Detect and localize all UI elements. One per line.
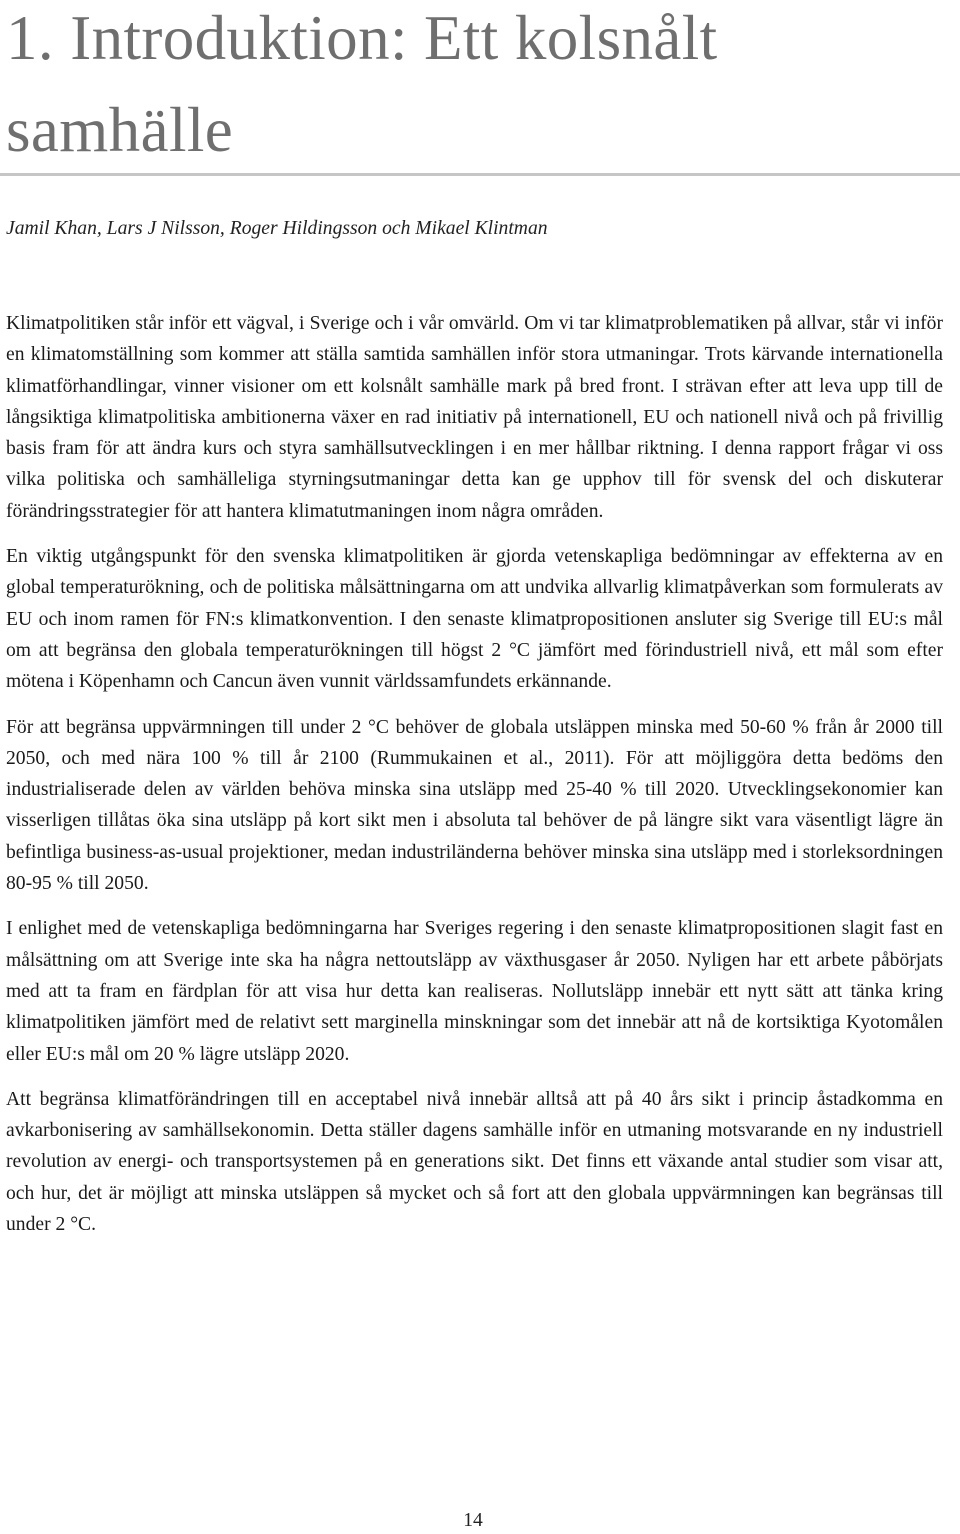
body-text [6,308,943,1254]
paragraph: I enlighet med de vetenskapliga bedömningarna har Sveriges regering i den senaste klimatpropositionen slagit fast en målsättning om att Sverige inte ska ha några nettoutsläpp av växthusgaser år 2050. Nyligen har ett arbete påbörjats med att ta fram en färdplan för att visa hur detta kan realiseras. Nollutsläpp innebär ett nytt sätt att tänka kring klimatpolitiken jämfört med de relativt sett marginella minskningar som det innebär att nå de kortsiktiga Kyotomålen eller EU:s mål om 20 % lägre utsläpp 2020. [6,918,943,1065]
author-list: Jamil Khan, Lars J Nilsson, Roger Hildingsson och Mikael Klintman [6,218,548,239]
title-divider [0,173,960,176]
paragraph: Att begränsa klimatförändringen till en acceptabel nivå innebär alltså att på 40 års sikt i princip åstadkomma en avkarbonisering av samhällsekonomin. Detta ställer dagens samhälle inför en utmaning motsvarande en ny industriell revolution av energi- och transportsystemen på en generations sikt. Det finns ett växande antal studier som visar att, och hur, det är möjligt att minska utsläppen så mycket och så fort att den globala uppvärmningen kan begränsas till under 2 °C. [6,1088,943,1236]
paragraph: För att begränsa uppvärmningen till under 2 °C behöver de globala utsläppen minska med 50-60 % från år 2000 till 2050, och med nära 100 % till år 2100 (Rummukainen et al., 2011). För att möjliggöra detta bedöms den industrialiserade delen av världen behöva minska sina utsläpp med 25-40 % till 2020. Utvecklingsekonomier kan visserligen tillåtas öka sina utsläpp på kort sikt men i absoluta tal behöver de på längre sikt vara väsentligt lägre än befintliga business-as-usual projektioner, medan industriländerna behöver minska sina utsläpp med i storleksordningen 80-95 % till 2050. [6,716,943,895]
chapter-title: 1. Introduktion: Ett kolsnålt samhälle [6,3,718,165]
paragraph: En viktig utgångspunkt för den svenska klimatpolitiken är gjorda vetenskapliga bedömningar av effekterna av en global temperaturökning, och de politiska målsättningarna om att undvika allvarlig klimatpåverkan som formulerats av EU och inom ramen för FN:s klimatkonvention. I den senaste klimatpropositionen ansluter sig Sverige till EU:s mål om att begränsa den globala temperaturökningen till högst 2 °C jämfört med förindustriell nivå, ett mål som efter mötena i Köpenhamn och Cancun även vunnit världssamfundets erkännande. [6,546,943,693]
paragraph: Klimatpolitiken står inför ett vägval, i Sverige och i vår omvärld. Om vi tar klimatproblematiken på allvar, står vi inför en klimatomställning som kommer att ställa samtida samhällen inför stora utmaningar. Trots kärvande internationella klimatförhandlingar, vinner visioner om ett kolsnålt samhälle mark på bred front. I strävan efter att leva upp till de långsiktiga klimatpolitiska ambitionerna växer en rad initiativ på internationell, EU och nationell nivå och på frivillig basis fram för att ändra kurs och styra samhällsutvecklingen i en mer hållbar riktning. I denna rapport frågar vi oss vilka politiska och samhälleliga styrningsutmaningar detta kan ge upphov till för svensk del och diskuterar förändringsstrategier för att hantera klimatutmaningen inom några områden. [6,313,943,522]
page-number: 14 [463,1510,483,1531]
